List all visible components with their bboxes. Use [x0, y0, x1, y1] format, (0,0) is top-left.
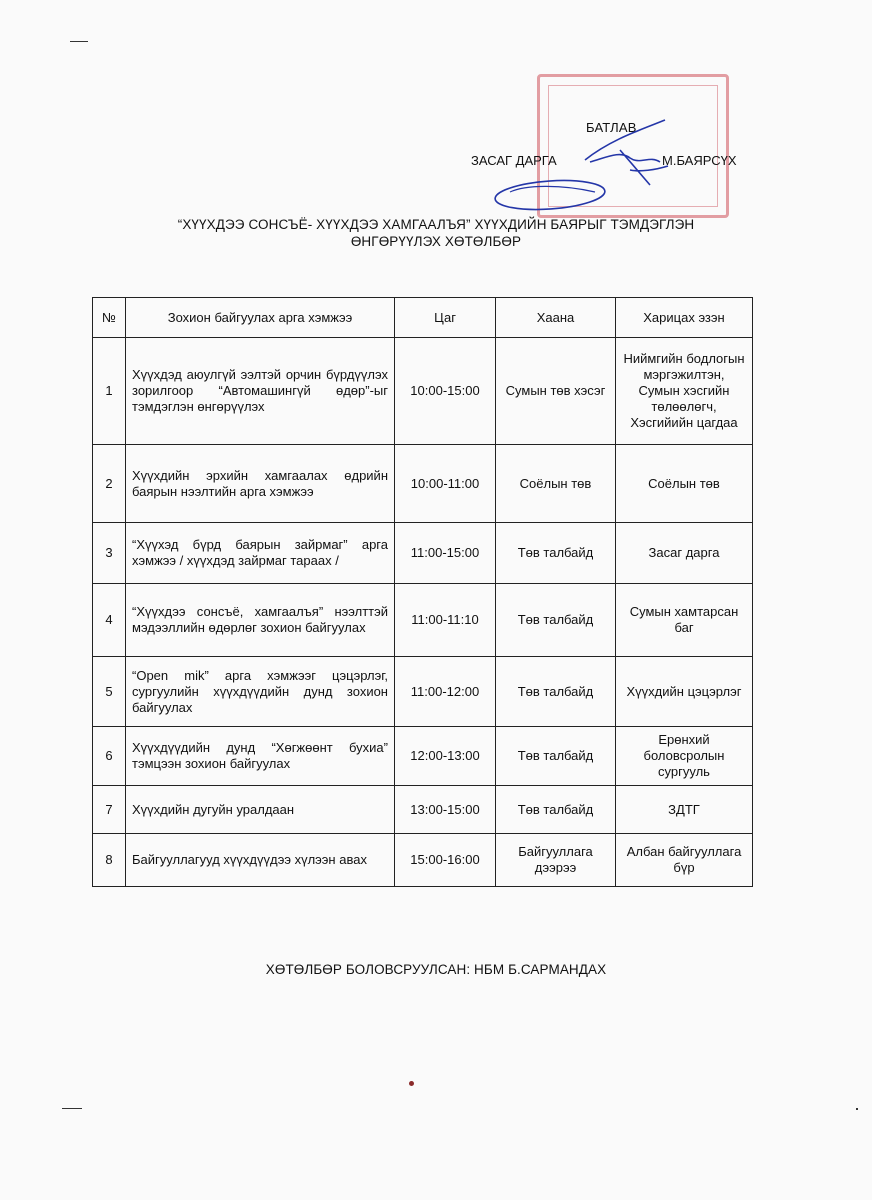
cell-time: 15:00-16:00: [395, 834, 496, 887]
cell-number: 6: [93, 727, 126, 786]
cell-responsible: Соёлын төв: [616, 445, 753, 523]
header-time: Цаг: [395, 298, 496, 338]
cell-number: 5: [93, 657, 126, 727]
cell-number: 8: [93, 834, 126, 887]
header-responsible: Харицах эзэн: [616, 298, 753, 338]
approve-label: БАТЛАВ: [586, 120, 637, 135]
prepared-by: ХӨТӨЛБӨР БОЛОВСРУУЛСАН: НБМ Б.САРМАНДАХ: [265, 962, 607, 977]
cell-event: Хүүхдийн эрхийн хамгаалах өдрийн баярын нээлтийн арга хэмжээ: [126, 445, 395, 523]
cell-time: 13:00-15:00: [395, 786, 496, 834]
cell-event: “Хүүхдээ сонсъё, хамгаалъя” нээлттэй мэдээллийн өдөрлөг зохион байгуулах: [126, 584, 395, 657]
cell-responsible: ЗДТГ: [616, 786, 753, 834]
cell-time: 11:00-12:00: [395, 657, 496, 727]
header-number: №: [93, 298, 126, 338]
title-line-1: “ХҮҮХДЭЭ СОНСЪЁ- ХҮҮХДЭЭ ХАМГААЛЪЯ” ХҮҮХДИЙН БАЯРЫГ ТЭМДЭГЛЭН: [177, 217, 695, 232]
table-header-row: [93, 298, 753, 338]
table-row: [93, 584, 753, 657]
table-row: [93, 445, 753, 523]
header-place: Хаана: [496, 298, 616, 338]
cell-place: Төв талбайд: [496, 584, 616, 657]
cell-responsible: Ниймгийн бодлогын мэргэжилтэн, Сумын хэсгийн төлөөлөгч, Хэсгийийн цагдаа: [616, 338, 753, 445]
cell-number: 7: [93, 786, 126, 834]
cell-place: Сумын төв хэсэг: [496, 338, 616, 445]
cell-responsible: Засаг дарга: [616, 523, 753, 584]
cell-time: 10:00-11:00: [395, 445, 496, 523]
cell-responsible: Хүүхдийн цэцэрлэг: [616, 657, 753, 727]
table-row: [93, 727, 753, 786]
cell-event: Байгууллагууд хүүхдүүдээ хүлээн авах: [126, 834, 395, 887]
cell-responsible: Албан байгууллага бүр: [616, 834, 753, 887]
scan-mark-left-bottom: [62, 1108, 82, 1109]
header-event: Зохион байгуулах арга хэмжээ: [126, 298, 395, 338]
cell-event: “Open mik” арга хэмжээг цэцэрлэг, сургуулийн хүүхдүүдийн дунд зохион байгуулах: [126, 657, 395, 727]
cell-number: 1: [93, 338, 126, 445]
governor-title: ЗАСАГ ДАРГА: [471, 153, 557, 168]
table-row: [93, 834, 753, 887]
cell-place: Төв талбайд: [496, 727, 616, 786]
schedule-table: [92, 297, 753, 887]
cell-number: 2: [93, 445, 126, 523]
title-line-2: ӨНГӨРҮҮЛЭХ ХӨТӨЛБӨР: [350, 234, 522, 249]
cell-responsible: Ерөнхий боловсролын сургууль: [616, 727, 753, 786]
table-row: [93, 657, 753, 727]
cell-time: 12:00-13:00: [395, 727, 496, 786]
cell-place: Төв талбайд: [496, 657, 616, 727]
cell-event: Хүүхдүүдийн дунд “Хөгжөөнт бухиа” тэмцээн зохион байгуулах: [126, 727, 395, 786]
table-row: [93, 786, 753, 834]
scan-dot-right: [856, 1108, 858, 1110]
signature: [490, 100, 710, 220]
cell-event: Хүүхдийн дугуйн уралдаан: [126, 786, 395, 834]
cell-place: Төв талбайд: [496, 786, 616, 834]
cell-place: Байгууллага дээрээ: [496, 834, 616, 887]
cell-event: Хүүхдэд аюулгүй ээлтэй орчин бүрдүүлэх зорилгоор “Автомашингүй өдөр”-ыг тэмдэглэн өнгөрүүлэх: [126, 338, 395, 445]
cell-place: Төв талбайд: [496, 523, 616, 584]
scan-dot: [409, 1081, 414, 1086]
cell-time: 10:00-15:00: [395, 338, 496, 445]
document-title: [100, 216, 772, 250]
cell-time: 11:00-15:00: [395, 523, 496, 584]
cell-place: Соёлын төв: [496, 445, 616, 523]
scan-mark-left-top: [70, 41, 88, 42]
cell-event: “Хүүхэд бүрд баярын зайрмаг” арга хэмжээ / хүүхдэд зайрмаг тараах /: [126, 523, 395, 584]
table-row: [93, 523, 753, 584]
cell-number: 3: [93, 523, 126, 584]
cell-time: 11:00-11:10: [395, 584, 496, 657]
table-row: [93, 338, 753, 445]
governor-name: М.БАЯРСҮХ: [662, 153, 737, 168]
cell-number: 4: [93, 584, 126, 657]
cell-responsible: Сумын хамтарсан баг: [616, 584, 753, 657]
